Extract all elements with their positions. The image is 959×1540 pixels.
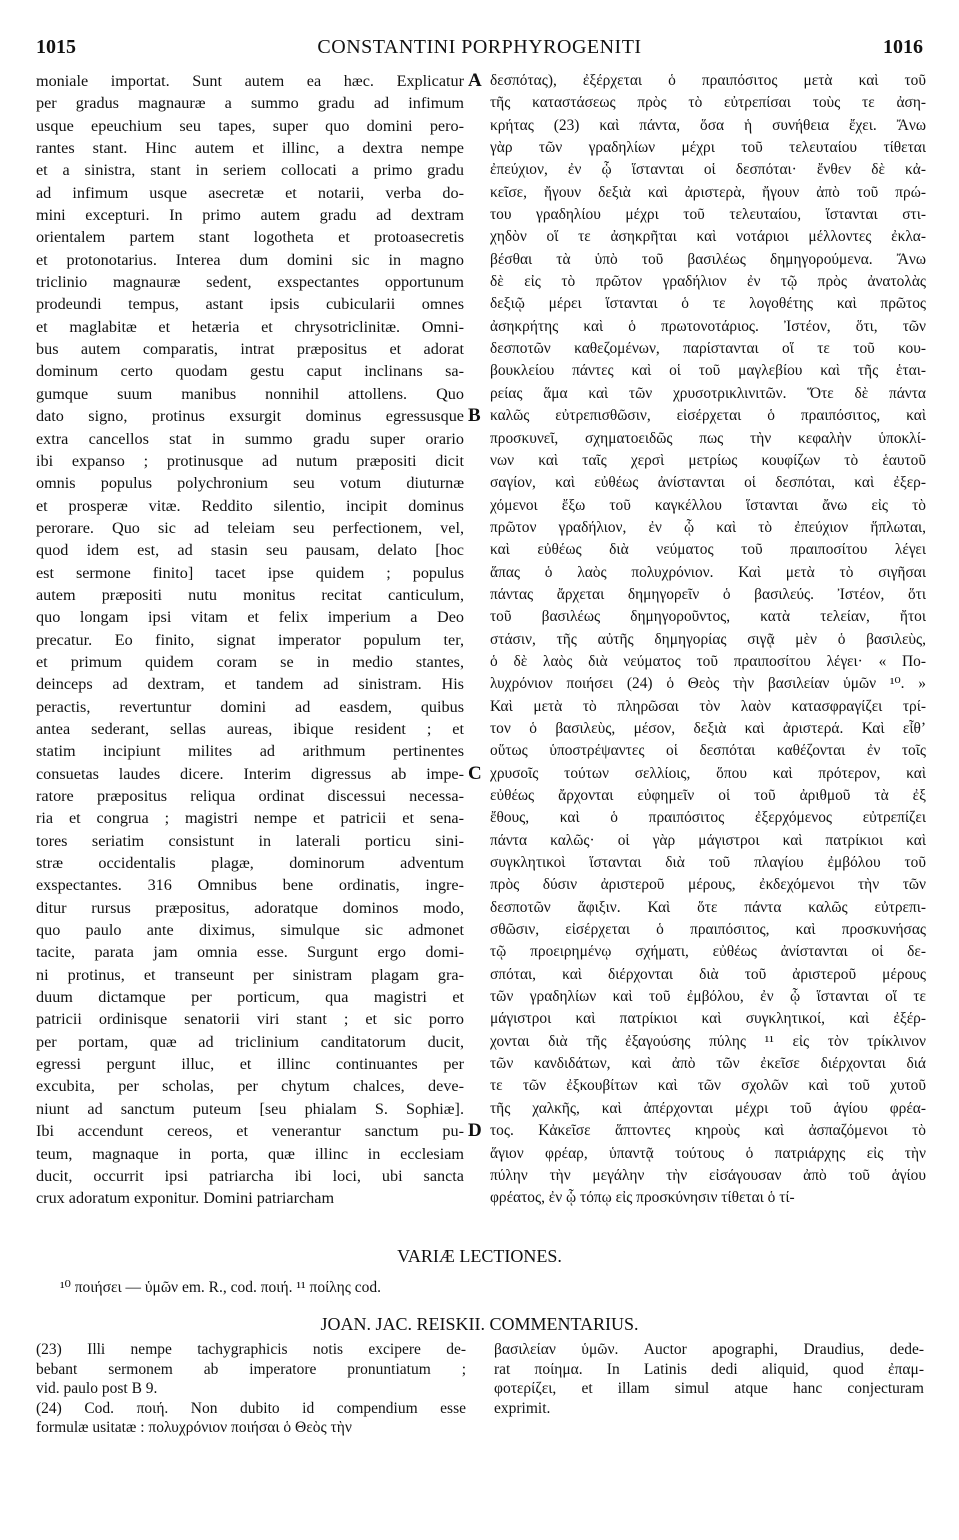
commentary-line: (23) Illi nempe tachygraphicis notis excipere de- [36, 1341, 466, 1358]
commentary-line: exprimit. [494, 1399, 551, 1417]
commentary-right [494, 1340, 924, 1418]
latin-text-line: quod idem est, ad stasin seu pausam, delato [hoc [36, 541, 464, 560]
latin-text-line: orientalem partem stant logotheta et protoasecretis [36, 228, 464, 247]
commentary-line: vid. paulo post B 9. [36, 1380, 158, 1397]
greek-text-line: Καὶ μετὰ τὸ πληρῶσαι τὸν λαὸν κατασφραγίζει τρί- [490, 697, 926, 715]
page-header [36, 36, 923, 64]
latin-text-line: tores seriatim consistunt in laterali porticu sini- [36, 831, 464, 850]
greek-text-line: τῷ προειρημένῳ σχήματι, εὐθέως ἀνίστανται οἱ δε- [490, 943, 926, 961]
latin-text-line: ni protinus, et transeunt per sinistram plagam gra- [36, 965, 464, 984]
commentary-line: bebant sermonem ab imperatore pronuntiatum ; [36, 1360, 466, 1378]
greek-text-line: τῆς χαλκῆς, καὶ ἀπέρχονται μέχρι τοῦ ἁγίου φρέα- [490, 1099, 926, 1117]
greek-text-line: εὐθέως ἄρχονται εὐφημεῖν οἱ τοῦ ἀριθμοῦ τὰ ἐξ [490, 787, 926, 804]
latin-text-line: extra cancellos stat in summo gradu super orario [36, 429, 464, 448]
latin-text-line: et a sinistra, stant in seriem collocati a primo gradu [36, 161, 464, 180]
greek-text-line: σαγίον, καὶ εὐθέως ἀνίστανται οἱ δεσπόται, καὶ ἐξερ- [490, 474, 926, 492]
latin-text-line: deinceps ad dextram, et tandem ad sinistram. His [36, 675, 464, 694]
greek-text-line: του γραδηλίου μέχρι τοῦ τελευταίου, ἵστανται στι- [490, 206, 926, 224]
latin-text-line: teum, magnaque in porta, quæ illinc in ecclesiam [36, 1144, 464, 1163]
greek-text-line: ἅγιον φρέαρ, ὑπαντᾷ τούτους ὁ πατριάρχης εἰς τὴν [490, 1144, 926, 1162]
greek-column [490, 70, 926, 1210]
greek-text-line: φρέατος, ἐν ᾧ τόπῳ εἰς προσκύνησιν τίθεται ὁ τί- [490, 1189, 795, 1207]
latin-text-line: quo paulo ante diximus, simulque sic admonet [36, 921, 464, 940]
greek-text-line: ὁ δὲ λαὸς διὰ νεύματος τοῦ πραιποσίτου λέγει· « Πο- [490, 652, 926, 670]
latin-text-line: peractis, revertuntur domini ad easdem, quibus [36, 697, 464, 716]
latin-text-line: ducit, occurrit ipsi patriarcha ibi loci, ubi sancta [36, 1166, 464, 1185]
latin-text-line: rantes stant. Hinc autem et illinc, a dextra nempe [36, 139, 464, 158]
greek-text-line: πύλην τὴν μεγάλην τὴν εἰσάγουσαν ἀπὸ τοῦ ἁγίου [490, 1166, 926, 1184]
commentary-line: φοτερίζει, et illam simul atque hanc conjecturam [494, 1380, 924, 1397]
latin-text-line: et maglabitæ et hetæria et chrysotriclinitæ. Omni- [36, 317, 464, 336]
latin-text-line: dominum certo quodam gestu caput inclinans sa- [36, 362, 464, 381]
latin-text-line: bus autem comparatis, intrat præpositus et adorat [36, 340, 464, 359]
greek-text-line: τον ὁ βασιλεὺς, μέσον, δεξιὰ καὶ ἀριστερά. Καὶ εἶθ’ [490, 719, 926, 737]
latin-text-line: per portam, quæ ad triclinium canditatorum ducit, [36, 1032, 464, 1051]
latin-text-line: excubita, per scholas, per chytum chalces, deve- [36, 1077, 464, 1096]
greek-text-line: ἀσηκρήτης καὶ ὁ πρωτονοτάριος. Ἰστέον, ὅτι, τῶν [490, 317, 926, 335]
latin-text-line: et primum quidem coram se in medio stantes, [36, 652, 464, 671]
greek-text-line: προσκυνεῖ, σχηματοειδῶς πως τὴν κεφαλὴν ὑποκλί- [490, 429, 926, 447]
latin-text-line: gumque suum manibus nonnihil attollens. Quo [36, 384, 464, 403]
latin-text-line: ad infimum usque asecretæ et notarii, verba do- [36, 183, 464, 202]
latin-text-line: est sermone finito] tacet ipse quidem ; populus [36, 563, 464, 582]
margin-letter-c: C [468, 763, 482, 784]
running-title: CONSTANTINI PORPHYROGENITI [317, 36, 642, 58]
latin-text-line: ria et congrua ; magistri nempe et patricii et sena- [36, 809, 464, 828]
greek-text-line: χονται διὰ τῆς ἐξαγούσης πύλης ¹¹ εἰς τὸν τρίκλινον [490, 1032, 926, 1050]
latin-text-line: statim incipiunt milites ad arithmum pertinentes [36, 742, 464, 761]
latin-text-line: et protonotarius. Interea dum domini sic in magno [36, 250, 464, 269]
greek-text-line: καὶ εὐθέως διὰ νεύματος τοῦ πραιποσίτου λέγει [490, 541, 926, 559]
latin-text-line: dato signo, protinus exsurgit dominus egressusque [36, 407, 464, 426]
latin-text-line: consuetas laudes dicere. Interim digressus ab impe- [36, 764, 464, 783]
latin-text-line: quo longam ipsi vitam et felix imperium a Deo [36, 608, 464, 627]
latin-text-line: ratore præpositus reliqua ordinat discessui necessa- [36, 787, 464, 805]
margin-letter-a: A [468, 70, 482, 91]
latin-text-line: triclinio magnauræ sedent, exspectantes opportunum [36, 273, 464, 292]
latin-text-line: Ibi accendunt cereos, et venerantur sanctum pu- [36, 1122, 464, 1141]
latin-text-line: autem præpositi nutu monitus recitat canticulum, [36, 585, 464, 604]
latin-column [36, 70, 464, 1210]
greek-text-line: πάντα καλῶς· οἱ γὰρ μάγιστροι καὶ πατρίκιοι καὶ [490, 831, 926, 849]
greek-text-line: τε τῶν ἐξκουβίτων καὶ τῶν σχολῶν καὶ τοῦ χυτοῦ [490, 1077, 926, 1095]
greek-text-line: τος. Κἀκεῖσε ἅπτοντες κηροὺς καὶ ἀσπαζόμενοι τὸ [490, 1122, 926, 1140]
latin-text-line: prodeundi tempus, astant ipsis cubicularii omnes [36, 295, 464, 314]
greek-text-line: πρὸς δύσιν ἀριστεροῦ μέρους, ἐκδεχόμενοι τὴν τῶν [490, 876, 926, 894]
greek-text-line: στάσιν, τῆς αὐτῆς δημηγορίας σιγᾷ μὲν ὁ βασιλεὺς, [490, 630, 926, 648]
footnote: ¹⁰ ποιήσει — ὑμῶν em. R., cod. ποιή. ¹¹ ποίλης cod. [60, 1279, 381, 1296]
greek-text-line: συγκλητικοὶ ἵστανται διὰ τοῦ πλαγίου ἐμβόλου τοῦ [490, 854, 926, 872]
greek-text-line: γὰρ τῶν γραδηλίων μέχρι τοῦ τελευταίου τίθεται [490, 139, 926, 157]
greek-text-line: ρείας ἅμα καὶ τῶν χρυσοτρικλινιτῶν. Ὅτε δὲ πάντα [490, 384, 926, 402]
greek-text-line: κεῖσε, ἤγουν δεξιὰ καὶ ἀριστερὰ, ἤγουν ἀπὸ τοῦ πρώ- [490, 183, 926, 201]
latin-text-line: perorare. Quo sic ad teleiam seu perfectionem, vel, [36, 518, 464, 537]
latin-text-line: usque epeuchium seu tapes, super quo domini pero- [36, 116, 464, 135]
greek-text-line: ἅπας ὁ λαὸς πολυχρόνιον. Καὶ μετὰ τὸ σιγῆσαι [490, 563, 926, 581]
page-number-left: 1015 [36, 36, 76, 58]
greek-text-line: καλῶς εὐτρεπισθῶσιν, εἰσέρχεται ὁ πραιπόσιτος, καὶ [490, 407, 926, 425]
greek-text-line: τῆς καταστάσεως πρὸς τὸ εὐτρεπίσαι τοὺς τε ἀση- [490, 94, 926, 112]
greek-text-line: χηδὸν οἵ τε ἀσηκρῆται καὶ νοτάριοι μέλλοντες ἐκλα- [490, 228, 926, 246]
commentary-left [36, 1340, 466, 1438]
greek-text-line: βέσθαι τὰ ὑπὸ τοῦ βασιλέως δημηγορούμενα. Ἄνω [490, 250, 926, 268]
latin-text-line: exspectantes. 316 Omnibus bene ordinatis, ingre- [36, 876, 464, 895]
greek-text-line: δὲ εἰς τὸ πρῶτον γραδήλιον ἐν τῷ πρὸς ἀνατολὰς [490, 273, 926, 291]
greek-text-line: δεσπότας), ἐξέρχεται ὁ πραιπόσιτος μετὰ καὶ τοῦ [490, 72, 926, 89]
greek-text-line: σπόται, καὶ διέρχονται διὰ τοῦ ἀριστεροῦ μέρους [490, 965, 926, 983]
commentary-title: JOAN. JAC. REISKII. COMMENTARIUS. [320, 1314, 639, 1334]
commentary-line: βασιλείαν ὑμῶν. Auctor apographi, Draudius, dede- [494, 1341, 924, 1358]
page-number-right: 1016 [883, 36, 923, 58]
margin-letter-d: D [468, 1120, 482, 1141]
greek-text-line: οὕτως ὑποστρέψαντες οἱ δεσπόται καθέζονται ἐν τοῖς [490, 742, 926, 760]
greek-text-line: τῶν γραδηλίων καὶ τοῦ ἐμβόλου, ἐν ᾧ ἵστανται οἵ τε [490, 988, 926, 1006]
greek-text-line: κρήτας (23) καὶ πάντα, ὅσα ἡ συνήθεια ἔχει. Ἄνω [490, 116, 926, 134]
greek-text-line: τοῦ βασιλέως δημηγοροῦντος, κατὰ τελείαν, ἤτοι [490, 608, 926, 626]
latin-text-line: patricii ordinisque senatorii viri stant ; et sic porro [36, 1010, 464, 1029]
greek-text-line: λυχρόνιον ποιήσει (24) ὁ Θεὸς τὴν βασιλείαν ὑμῶν ¹⁰. » [490, 675, 926, 693]
latin-text-line: mini excepturi. In primo autem gradu ad dextram [36, 206, 464, 225]
commentary-line: (24) Cod. ποιή. Non dubito id compendium esse [36, 1399, 466, 1417]
greek-text-line: χρυσοῖς τούτων σελλίοις, ὅπου καὶ πρότερον, καὶ [490, 764, 926, 782]
latin-text-line: egressi pergunt illuc, et illinc continuantes per [36, 1055, 464, 1074]
latin-text-line: stræ occidentalis plagæ, dominorum adventum [36, 854, 464, 873]
latin-text-line: antea sederant, sellas aureas, ibique resident ; et [36, 719, 464, 738]
margin-letter-b: B [468, 405, 481, 426]
latin-text-line: tacite, parata jam omnia esse. Surgunt ergo domi- [36, 943, 464, 962]
commentary-line: formulæ usitatæ : πολυχρόνιον ποιήσαι ὁ Θεὸς τὴν [36, 1419, 352, 1436]
greek-text-line: τῶν κανδιδάτων, καὶ ἀπὸ τῶν ἐκεῖσε διέρχονται διά [490, 1055, 926, 1073]
latin-text-line: precatur. Eo finito, signat imperator populum ter, [36, 630, 464, 649]
greek-text-line: ἔθους, καὶ ὁ πραιπόσιτος ἐξερχόμενος εὐτρεπίζει [490, 809, 926, 827]
latin-text-line: ibi expanso ; protinusque ad nutum præpositi dicit [36, 451, 464, 470]
latin-text-line: duum dictamque per porticum, qua magistri et [36, 988, 464, 1007]
latin-text-line: omnis populus polychronium seu votum diuturnæ [36, 474, 464, 493]
greek-text-line: χόμενοι ἔξω τοῦ καγκέλλου ἵστανται ἄνω εἰς τὸ [490, 496, 926, 514]
latin-text-line: ditur rursus præpositus, adoratque dominos modo, [36, 898, 464, 917]
greek-text-line: σθῶσιν, εἰσέρχεται ὁ πραιπόσιτος, καὶ προσκυνήσας [490, 921, 926, 939]
latin-text-line: moniale importat. Sunt autem ea hæc. Explicatur [36, 72, 464, 90]
greek-text-line: δεσποτῶν καθεζομένων, παρίστανται οἵ τε τοῦ κου- [490, 340, 926, 358]
greek-text-line: ἐπεύχιον, ἐν ᾧ ἵστανται οἱ δεσπόται· ἔνθεν δὲ κἀ- [490, 161, 926, 179]
greek-text-line: δεσποτῶν ἄφιξιν. Καὶ ὅτε πάντα καλῶς εὐτρεπι- [490, 898, 926, 916]
greek-text-line: πρῶτον γραδήλιον, ἐν ᾧ καὶ τὸ ἐπεύχιον ἥπλωται, [490, 518, 926, 536]
latin-text-line: niunt ad sanctum puteum [seu phialam S. Sophiæ]. [36, 1099, 464, 1118]
greek-text-line: δεξιῷ μέρει ἵστανται ὁ τε λογοθέτης καὶ πρῶτος [490, 295, 926, 313]
greek-text-line: πάντας ἄρχεται δημηγορεῖν ὁ βασιλεύς. Ἰστέον, ὅτι [490, 585, 926, 603]
greek-text-line: μάγιστροι καὶ πατρίκιοι καὶ συγκλητικοί, καὶ ἐξέρ- [490, 1010, 926, 1028]
greek-text-line: βουκλείου πάντες καὶ οἱ τοῦ μαγλεβίου καὶ τῆς ἑται- [490, 362, 926, 380]
variae-lectiones-title: VARIÆ LECTIONES. [397, 1246, 562, 1266]
latin-text-line: crux adoratum exponitur. Domini patriarcham [36, 1189, 335, 1208]
latin-text-line: per gradus magnauræ a summo gradu ad infimum [36, 94, 464, 113]
commentary-line: rat ποίημα. In Latinis dedi aliquid, quod ἐπαμ- [494, 1360, 924, 1378]
latin-text-line: et prosperæ vitæ. Reddito silentio, incipit dominus [36, 496, 464, 515]
greek-text-line: νων καὶ ταῖς χερσὶ μετρίως κουφίζων τὸ ἑαυτοῦ [490, 451, 926, 469]
